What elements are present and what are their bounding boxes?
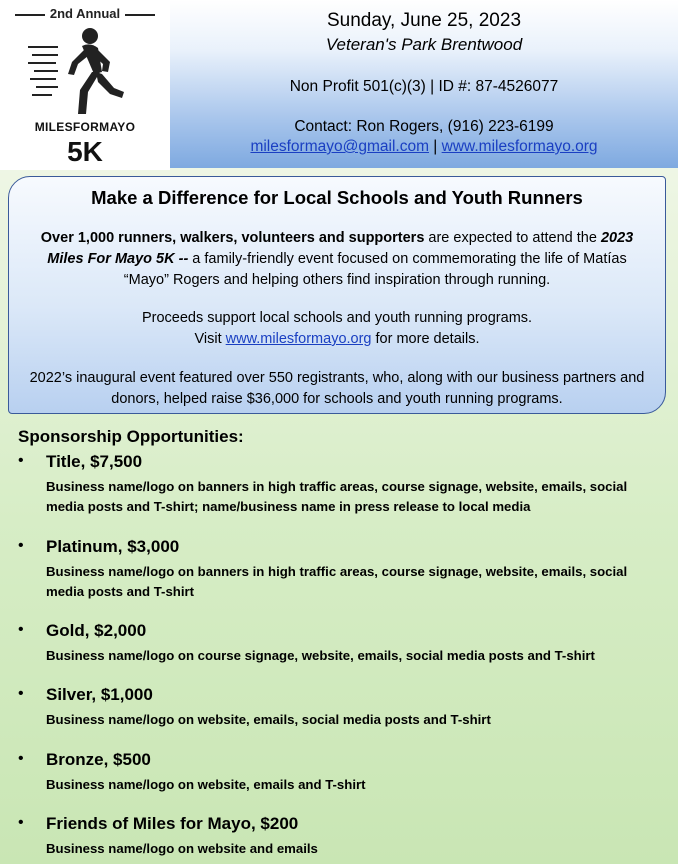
details-text: for more details. xyxy=(371,331,480,347)
intro-text-rest: a family-friendly event focused on commemorating the life of Matías “Mayo” Rogers and helping others find inspiration through running. xyxy=(123,251,627,288)
nonprofit-id: Non Profit 501(c)(3) | ID #: 87-4526077 xyxy=(289,78,559,95)
bullet-icon: • xyxy=(18,685,24,702)
event-date: Sunday, June 25, 2023 xyxy=(326,10,522,31)
event-name: 2023 Miles For Mayo 5K -- xyxy=(47,230,634,267)
tier-name: Bronze, $500 xyxy=(46,750,151,769)
brand-name: MILESFORMAYO xyxy=(34,120,136,134)
tier-description: Business name/logo on banners in high traffic areas, course signage, website, emails, social media posts and T-shirt xyxy=(46,564,628,599)
runner-silhouette-icon xyxy=(28,26,140,118)
bullet-icon: • xyxy=(18,537,24,554)
tier-name: Title, $7,500 xyxy=(46,452,143,471)
tier-description: Business name/logo on website, emails, social media posts and T-shirt xyxy=(46,712,491,727)
visit-text: Visit xyxy=(194,331,226,347)
email-link[interactable]: milesformayo@gmail.com xyxy=(250,138,429,155)
tier-name: Platinum, $3,000 xyxy=(46,537,180,556)
tier-name: Friends of Miles for Mayo, $200 xyxy=(46,814,299,833)
tier-description: Business name/logo on course signage, website, emails, social media posts and T-shirt xyxy=(46,648,595,663)
tier-description: Business name/logo on website and emails xyxy=(46,841,318,856)
intro-paragraph xyxy=(23,228,651,291)
details-link[interactable]: www.milesformayo.org xyxy=(225,331,372,347)
attendance-highlight: Over 1,000 runners, walkers, volunteers and supporters xyxy=(40,230,425,246)
mission-callout xyxy=(8,176,666,414)
website-link[interactable]: www.milesformayo.org xyxy=(441,138,598,155)
proceeds-text: Proceeds support local schools and youth running programs. xyxy=(141,310,533,326)
contact-links xyxy=(170,138,678,156)
bullet-icon: • xyxy=(18,621,24,638)
tier-name: Silver, $1,000 xyxy=(46,685,153,704)
event-logo xyxy=(0,0,170,170)
proceeds-paragraph xyxy=(23,308,651,350)
tier-description: Business name/logo on website, emails and T-shirt xyxy=(46,777,366,792)
event-venue: Veteran's Park Brentwood xyxy=(325,35,523,54)
edition-label: 2nd Annual xyxy=(0,6,170,21)
sponsorship-heading: Sponsorship Opportunities: xyxy=(18,427,244,446)
tier-description: Business name/logo on banners in high traffic areas, course signage, website, emails, social media posts and T-shirt; name/business name in press release to local media xyxy=(46,479,628,514)
intro-text: are expected to attend the xyxy=(424,230,601,246)
contact-info: Contact: Ron Rogers, (916) 223-6199 xyxy=(294,118,554,135)
bullet-icon: • xyxy=(18,452,24,469)
bullet-icon: • xyxy=(18,750,24,767)
callout-title: Make a Difference for Local Schools and Youth Runners xyxy=(91,187,583,208)
event-header xyxy=(170,0,678,168)
link-separator: | xyxy=(428,138,442,155)
bullet-icon: • xyxy=(18,814,24,831)
tier-name: Gold, $2,000 xyxy=(46,621,147,640)
history-paragraph: 2022’s inaugural event featured over 550 registrants, who, along with our business partners and donors, helped raise $36,000 for schools and youth running programs. xyxy=(29,370,645,407)
race-distance: 5K xyxy=(67,136,103,167)
